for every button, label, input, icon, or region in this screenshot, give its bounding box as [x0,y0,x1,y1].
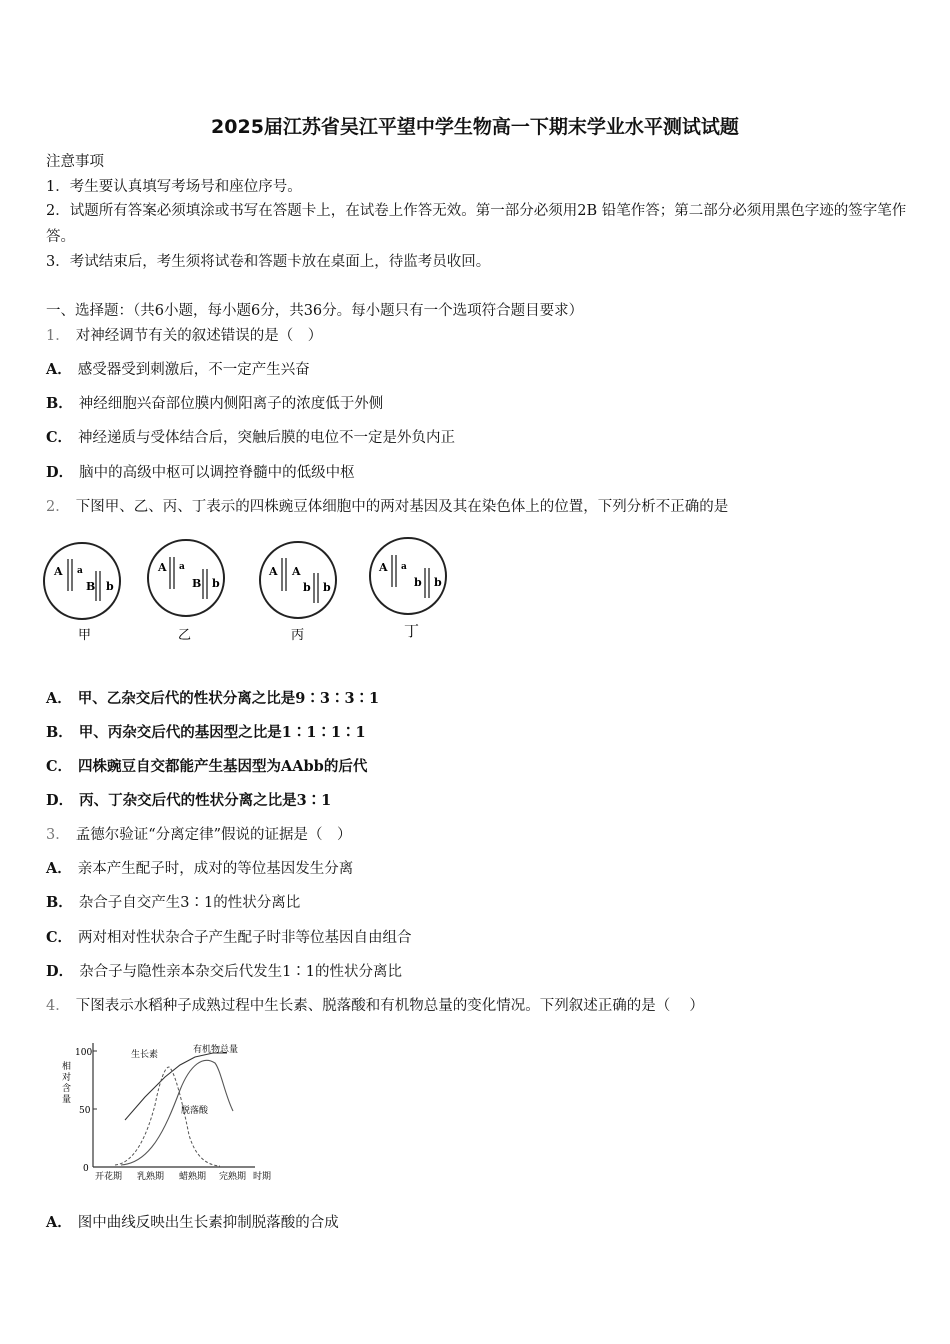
option-text: 感受器受到刺激后，不一定产生兴奋 [77,362,310,378]
x-tick: 乳熟期 [137,1172,165,1182]
option-letter: C． [46,929,73,946]
notice-heading: 注意事项 [46,154,104,170]
y-axis-label [62,1060,74,1105]
option-text: 两对相对性状杂合子产生配子时非等位基因自由组合 [78,930,412,946]
question-2-stem [46,498,908,516]
y-label-char: 对 [62,1073,72,1083]
cell-label: 甲 [78,628,92,643]
abscisic-acid-curve [121,1060,233,1165]
cell-label: 丁 [404,622,420,640]
option-letter: A． [46,690,72,707]
question-text: 下图甲、乙、丙、丁表示的四株豌豆体细胞中的两对基因及其在染色体上的位置，下列分析不正确的是 [75,499,729,515]
q1-option-d[interactable] [46,464,908,482]
q1-option-b[interactable] [46,395,908,413]
organic-matter-curve [125,1053,227,1120]
option-text: 杂合子自交产生3∶1的性状分离比 [78,895,301,911]
q3-option-b[interactable] [46,894,908,912]
option-letter: D． [46,464,74,481]
x-tick: 开花期 [95,1172,123,1182]
x-tick: 蜡熟期 [179,1172,207,1182]
gene-label: A [54,565,63,578]
option-text: 杂合子与隐性亲本杂交后代发生1∶1的性状分离比 [79,964,403,980]
option-text: 脑中的高级中枢可以调控脊髓中的低级中枢 [79,465,355,481]
auxin-curve [115,1067,220,1166]
cell-label: 乙 [178,628,192,643]
option-text: 神经细胞兴奋部位膜内侧阳离子的浓度低于外侧 [78,396,384,412]
q3-option-d[interactable] [46,963,908,981]
page-title: 2025届江苏省吴江平望中学生物高一下期末学业水平测试试题 [211,116,739,138]
notice-item: 1．考生要认真填写考场号和座位序号。 [46,179,302,195]
question-1-stem [46,327,908,345]
cell-jia [44,543,120,643]
q4-option-a[interactable] [46,1214,908,1232]
q1-option-a[interactable] [46,361,908,379]
notice-item: 3．考试结束后，考生须将试卷和答题卡放在桌面上，待监考员收回。 [46,254,491,270]
cell-bing [260,542,336,643]
q2-option-c[interactable] [46,758,908,776]
question-4-stem [46,997,908,1015]
option-text: 丙、丁杂交后代的性状分离之比是3∶1 [79,792,332,809]
option-text: 图中曲线反映出生长素抑制脱落酸的合成 [77,1215,339,1231]
option-letter: D． [46,963,74,980]
y-tick: 0 [83,1164,89,1174]
option-letter: C． [46,758,73,775]
cell-label: 丙 [291,628,305,643]
y-tick: 100 [75,1048,93,1058]
curve-label: 脱落酸 [181,1106,209,1116]
y-label-char: 量 [62,1095,72,1105]
option-letter: D． [46,792,74,809]
question-text: 下图表示水稻种子成熟过程中生长素、脱落酸和有机物总量的变化情况。下列叙述正确的是（ ） [75,998,704,1014]
hormone-graph [55,1035,285,1185]
option-text: 亲本产生配子时，成对的等位基因发生分离 [77,861,354,877]
question-number: 1． [46,328,70,344]
question-text: 孟德尔验证“分离定律”假说的证据是（ ） [75,827,352,843]
option-text: 甲、乙杂交后代的性状分离之比是9∶3∶3∶1 [77,690,380,707]
gene-label: A [379,561,388,574]
curve-label: 有机物总量 [193,1045,239,1055]
notice-item: 2．试题所有答案必须填涂或书写在答题卡上，在试卷上作答无效。第一部分必须用2B 铅笔作答；第二部分必须用黑色字迹的签字笔作答。 [46,203,907,245]
q3-option-a[interactable] [46,860,908,878]
option-letter: A． [46,361,72,378]
gene-label: B [192,577,202,590]
question-number: 4． [46,998,70,1014]
option-letter: A． [46,1214,72,1231]
option-letter: B． [46,894,73,911]
x-tick: 时期 [253,1172,272,1182]
q1-option-c[interactable] [46,429,908,447]
gene-label: b [212,577,220,590]
gene-label: b [414,576,422,589]
cell-yi [148,540,224,643]
cell-diagram [40,535,460,645]
option-letter: C． [46,429,73,446]
gene-label: a [179,562,185,572]
question-number: 2． [46,499,70,515]
gene-label: b [323,581,331,594]
option-letter: A． [46,860,72,877]
section-heading: 一、选择题：（共6小题，每小题6分，共36分。每小题只有一个选项符合题目要求） [46,303,584,319]
option-text: 神经递质与受体结合后，突触后膜的电位不一定是外负内正 [78,430,456,446]
question-3-stem [46,826,908,844]
question-text: 对神经调节有关的叙述错误的是（ ） [75,328,323,344]
y-tick: 50 [79,1106,91,1116]
gene-label: A [158,561,167,574]
option-letter: B． [46,395,73,412]
gene-label: B [86,580,96,593]
gene-label: b [106,580,114,593]
y-label-char: 含 [62,1084,72,1094]
cell-ding [370,538,446,640]
option-letter: B． [46,724,73,741]
q2-option-b[interactable] [46,724,908,742]
curve-label: 生长素 [131,1050,159,1060]
gene-label: A [269,565,278,578]
q2-option-a[interactable] [46,690,908,708]
option-text: 甲、丙杂交后代的基因型之比是1∶1∶1∶1 [78,724,366,741]
gene-label: b [303,581,311,594]
q2-option-d[interactable] [46,792,908,810]
gene-label: A [292,565,301,578]
option-text: 四株豌豆自交都能产生基因型为AAbb的后代 [78,758,368,775]
gene-label: a [77,566,83,576]
gene-label: a [401,562,407,572]
gene-label: b [434,576,442,589]
x-tick: 完熟期 [219,1172,247,1182]
question-number: 3． [46,827,70,843]
q3-option-c[interactable] [46,929,908,947]
y-label-char: 相 [62,1062,72,1072]
